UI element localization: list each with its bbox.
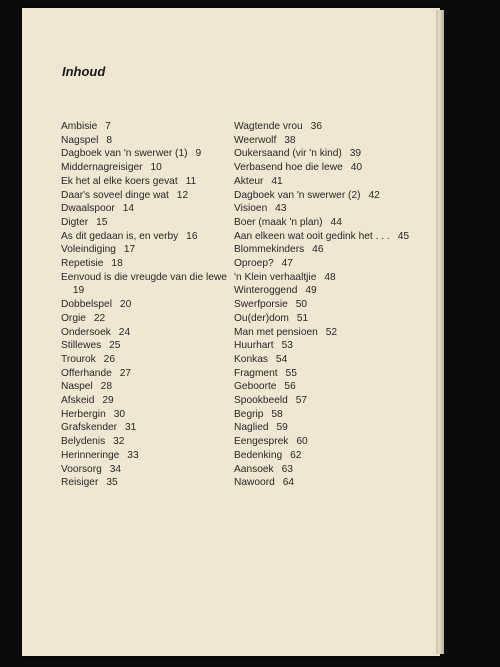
toc-column-left bbox=[61, 120, 233, 490]
toc-entry bbox=[234, 134, 430, 148]
toc-entry-title: Bedenking bbox=[234, 449, 283, 461]
toc-entry-page: 36 bbox=[310, 121, 322, 132]
toc-entry-title: Oproep? bbox=[234, 258, 274, 270]
toc-entry-page: 48 bbox=[324, 271, 336, 283]
toc-entry-title: Dagboek van 'n swerwer (1) bbox=[61, 148, 188, 160]
toc-entry bbox=[234, 298, 430, 312]
toc-entry-title: Fragment bbox=[234, 367, 278, 379]
toc-entry bbox=[234, 175, 430, 189]
toc-entry-page: 60 bbox=[296, 436, 308, 448]
toc-entry bbox=[234, 435, 430, 449]
toc-entry bbox=[234, 449, 430, 463]
toc-entry-page: 15 bbox=[96, 216, 108, 228]
toc-entry-title: Konkas bbox=[234, 353, 268, 365]
toc-entry-page: 16 bbox=[186, 230, 198, 242]
book-page bbox=[22, 8, 440, 656]
toc-entry bbox=[61, 476, 233, 490]
toc-entry-page: 40 bbox=[350, 162, 363, 174]
toc-entry bbox=[234, 243, 430, 257]
toc-entry bbox=[61, 120, 233, 134]
toc-entry-page: 63 bbox=[281, 463, 293, 475]
toc-entry-page: 24 bbox=[118, 326, 131, 338]
toc-entry-page: 58 bbox=[271, 408, 283, 420]
toc-entry-page: 17 bbox=[123, 244, 136, 256]
toc-entry-title: Oukersaand (vir 'n kind) bbox=[234, 148, 342, 160]
toc-entry-title: Trourok bbox=[61, 353, 96, 365]
toc-entry bbox=[234, 312, 430, 326]
toc-entry bbox=[234, 408, 430, 422]
toc-entry bbox=[234, 353, 430, 367]
toc-entry-page: 32 bbox=[113, 436, 125, 448]
toc-entry-title: Geboorte bbox=[234, 381, 277, 393]
toc-entry-title: Ou(der)dom bbox=[234, 312, 289, 324]
toc-entry-title: Daar's soveel dinge wat bbox=[61, 189, 169, 201]
toc-entry-title: Offerhande bbox=[61, 367, 112, 379]
toc-entry bbox=[61, 394, 233, 408]
toc-entry-page: 18 bbox=[111, 258, 123, 270]
toc-entry bbox=[61, 134, 233, 148]
toc-entry bbox=[61, 421, 233, 435]
toc-entry-page: 7 bbox=[105, 121, 111, 132]
toc-entry-title: Spookbeeld bbox=[234, 395, 288, 407]
toc-entry-title: Man met pensioen bbox=[234, 326, 318, 338]
toc-entry bbox=[61, 202, 233, 216]
toc-entry-title: Dagboek van 'n swerwer (2) bbox=[234, 189, 361, 201]
toc-entry-page: 12 bbox=[176, 189, 189, 201]
toc-entry-page: 62 bbox=[290, 449, 302, 461]
toc-entry-title: Middernagreisiger bbox=[61, 162, 143, 174]
toc-entry-page: 57 bbox=[295, 395, 308, 407]
toc-entry bbox=[234, 284, 430, 298]
toc-entry-title: Huurhart bbox=[234, 340, 274, 352]
toc-entry-page: 35 bbox=[106, 477, 118, 489]
toc-entry-title: Herinneringe bbox=[61, 449, 120, 461]
toc-entry bbox=[61, 353, 233, 367]
toc-entry-title: Blommekinders bbox=[234, 244, 305, 256]
toc-entry-title: Orgie bbox=[61, 312, 86, 324]
toc-entry-title: Weerwolf bbox=[234, 134, 277, 146]
toc-entry-title: Winteroggend bbox=[234, 285, 298, 297]
toc-entry bbox=[234, 421, 430, 435]
toc-entry-page: 45 bbox=[397, 230, 410, 242]
toc-entry bbox=[61, 435, 233, 449]
toc-entry-page: 31 bbox=[125, 422, 137, 434]
toc-entry-page: 33 bbox=[127, 449, 139, 461]
toc-entry-title: Belydenis bbox=[61, 436, 106, 448]
toc-entry-title: Afskeid bbox=[61, 395, 95, 407]
toc-entry bbox=[234, 367, 430, 381]
toc-entry-title: As dit gedaan is, en verby bbox=[61, 230, 179, 242]
toc-entry-page: 50 bbox=[295, 299, 308, 311]
toc-entry-title: Ambisie bbox=[61, 121, 98, 132]
toc-entry-page: 28 bbox=[100, 381, 112, 393]
toc-entry-page: 20 bbox=[119, 299, 132, 311]
toc-entry-title: Stillewes bbox=[61, 340, 102, 352]
toc-entry-page: 44 bbox=[330, 216, 342, 228]
toc-entry bbox=[234, 257, 430, 271]
toc-entry bbox=[61, 312, 233, 326]
toc-entry-page: 55 bbox=[285, 367, 297, 379]
toc-entry-page: 9 bbox=[195, 148, 202, 160]
toc-entry-title: 'n Klein verhaaltjie bbox=[234, 271, 317, 283]
toc-entry-title: Reisiger bbox=[61, 477, 99, 489]
toc-column-right bbox=[234, 120, 430, 490]
toc-entry-page: 10 bbox=[150, 162, 162, 174]
toc-entry-page: 53 bbox=[281, 340, 293, 352]
page-title: Inhoud bbox=[62, 64, 106, 79]
toc-entry-title: Naspel bbox=[61, 381, 93, 393]
toc-entry-page: 41 bbox=[271, 175, 283, 187]
toc-entry bbox=[61, 463, 233, 477]
toc-entry-title: Akteur bbox=[234, 175, 264, 187]
toc-entry-title: Verbasend hoe die lewe bbox=[234, 162, 343, 174]
toc-entry-title: Nagspel bbox=[61, 134, 99, 146]
toc-entry-page: 49 bbox=[305, 285, 317, 297]
toc-entry-title: Eenvoud is die vreugde van die lewe bbox=[61, 271, 227, 283]
toc-entry bbox=[61, 175, 233, 189]
toc-entry bbox=[234, 216, 430, 230]
toc-entry bbox=[61, 161, 233, 175]
toc-entry-title: Voleindiging bbox=[61, 244, 116, 256]
toc-entry-title: Aansoek bbox=[234, 463, 274, 475]
toc-entry-page: 59 bbox=[276, 422, 288, 434]
toc-entry bbox=[234, 189, 430, 203]
toc-entry bbox=[61, 298, 233, 312]
toc-entry-page: 46 bbox=[312, 244, 324, 256]
toc-entry bbox=[234, 380, 430, 394]
toc-entry-page: 64 bbox=[282, 477, 295, 489]
toc-entry bbox=[61, 449, 233, 463]
toc-entry-title: Visioen bbox=[234, 203, 268, 215]
toc-entry-title: Wagtende vrou bbox=[234, 121, 303, 132]
toc-entry bbox=[234, 394, 430, 408]
toc-entry-page: 34 bbox=[109, 463, 122, 475]
toc-entry-title: Aan elkeen wat ooit gedink het . . . bbox=[234, 230, 390, 242]
toc-entry-page: 30 bbox=[113, 408, 126, 420]
toc-entry-page: 54 bbox=[275, 353, 288, 365]
toc-entry bbox=[61, 147, 233, 161]
toc-entry bbox=[234, 161, 430, 175]
toc-entry-title: Ondersoek bbox=[61, 326, 111, 338]
toc-entry-page: 43 bbox=[275, 203, 287, 215]
toc-entry-page: 29 bbox=[102, 395, 114, 407]
toc-entry-page: 25 bbox=[109, 340, 121, 352]
toc-entry-page: 19 bbox=[72, 285, 85, 297]
toc-entry-page: 11 bbox=[185, 175, 197, 187]
toc-entry-page: 52 bbox=[325, 326, 338, 338]
toc-entry-page: 14 bbox=[122, 203, 135, 215]
toc-entry-title: Nawoord bbox=[234, 477, 275, 489]
toc-entry bbox=[234, 120, 430, 134]
toc-entry bbox=[61, 230, 233, 244]
toc-entry-title: Grafskender bbox=[61, 422, 118, 434]
toc-entry-title: Swerfporsie bbox=[234, 299, 288, 311]
toc-entry bbox=[234, 147, 430, 161]
toc-entry-page: 38 bbox=[284, 134, 296, 146]
toc-entry bbox=[61, 257, 233, 271]
toc-entry-page: 22 bbox=[93, 312, 106, 324]
toc-entry-page: 42 bbox=[368, 189, 380, 201]
toc-entry bbox=[61, 216, 233, 230]
toc-entry-title: Digter bbox=[61, 216, 89, 228]
toc-entry bbox=[234, 326, 430, 340]
page-edge bbox=[436, 10, 444, 654]
toc-entry bbox=[234, 463, 430, 477]
toc-entry bbox=[61, 326, 233, 340]
toc-entry bbox=[234, 339, 430, 353]
toc-entry-page: 27 bbox=[119, 367, 132, 379]
toc-entry bbox=[234, 476, 430, 490]
toc-entry bbox=[234, 230, 430, 244]
toc-entry bbox=[234, 271, 430, 285]
toc-entry-page: 39 bbox=[349, 148, 362, 160]
toc-entry-title: Dwaalspoor bbox=[61, 203, 115, 215]
toc-entry-page: 47 bbox=[281, 258, 293, 270]
toc-entry-title: Herbergin bbox=[61, 408, 106, 420]
toc-entry-title: Repetisie bbox=[61, 258, 104, 270]
toc-entry-title: Naglied bbox=[234, 422, 269, 434]
toc-entry-title: Eengesprek bbox=[234, 436, 289, 448]
toc-entry-page: 51 bbox=[296, 312, 309, 324]
toc-entry bbox=[61, 243, 233, 257]
toc-entry bbox=[61, 408, 233, 422]
toc-entry bbox=[61, 189, 233, 203]
toc-entry-title: Boer (maak 'n plan) bbox=[234, 216, 323, 228]
toc-entry-title: Ek het al elke koers gevat bbox=[61, 175, 178, 187]
toc-entry-page: 56 bbox=[284, 381, 296, 393]
toc-entry bbox=[61, 367, 233, 381]
toc-entry-title: Dobbelspel bbox=[61, 299, 112, 311]
toc-entry bbox=[61, 380, 233, 394]
toc-entry bbox=[61, 339, 233, 353]
toc-entry-page: 8 bbox=[106, 134, 112, 146]
toc-entry-title: Begrip bbox=[234, 408, 264, 420]
toc-entry bbox=[234, 202, 430, 216]
toc-entry-page: 26 bbox=[103, 353, 116, 365]
toc-entry bbox=[61, 271, 233, 298]
toc-entry-title: Voorsorg bbox=[61, 463, 102, 475]
